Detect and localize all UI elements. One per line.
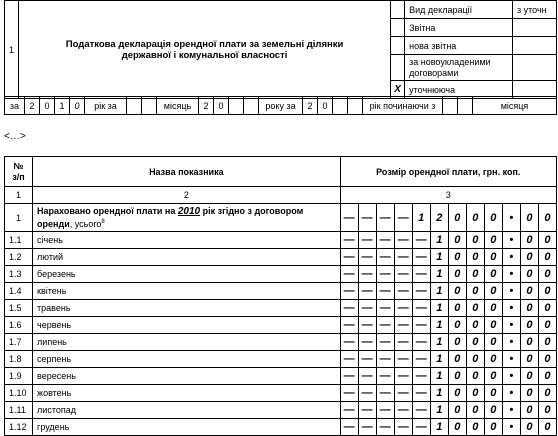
declaration-type-label: Вид декларації xyxy=(405,1,513,19)
month-digit[interactable]: 0 xyxy=(214,97,229,115)
amount-digit[interactable]: 1 xyxy=(430,266,448,283)
amount-digit[interactable]: 0 xyxy=(466,351,484,368)
amount-digit[interactable]: 0 xyxy=(484,368,502,385)
amount-digit[interactable]: — xyxy=(340,204,358,232)
year-digit[interactable]: 2 xyxy=(25,97,40,115)
amount-digit[interactable]: — xyxy=(412,419,430,436)
amount-digit[interactable]: 0 xyxy=(538,317,556,334)
table-row xyxy=(5,402,557,419)
table-row-total xyxy=(5,204,557,232)
amount-digit[interactable]: — xyxy=(340,317,358,334)
amount-digit[interactable]: 0 xyxy=(520,249,538,266)
amount-digit[interactable]: 0 xyxy=(520,300,538,317)
starting-label: рік починаючи з xyxy=(363,97,443,115)
amount-digit[interactable]: — xyxy=(340,232,358,249)
amount-digit[interactable]: 0 xyxy=(520,317,538,334)
row-no: 1.11 xyxy=(5,402,33,419)
col-header-no: № з/п xyxy=(5,157,33,187)
amount-digit[interactable]: — xyxy=(412,317,430,334)
amount-digit[interactable]: 0 xyxy=(448,283,466,300)
amount-digit[interactable]: 1 xyxy=(430,249,448,266)
amount-digit[interactable]: — xyxy=(358,300,376,317)
amount-digit[interactable]: 0 xyxy=(484,334,502,351)
amount-digit[interactable]: 0 xyxy=(448,385,466,402)
amount-digit[interactable]: — xyxy=(358,283,376,300)
clarify-column-label: з уточн xyxy=(513,1,557,19)
table-row xyxy=(5,419,557,436)
amount-digit[interactable]: 0 xyxy=(520,266,538,283)
amount-digit[interactable]: 0 xyxy=(520,419,538,436)
amount-digit[interactable]: 0 xyxy=(520,351,538,368)
amount-digit[interactable]: 0 xyxy=(466,334,484,351)
row-name-total: Нараховано орендної плати на 2010 рік згідно з договором оренди, усього$^8$ xyxy=(33,204,341,232)
row-no: 1.6 xyxy=(5,317,33,334)
amount-digit[interactable]: 0 xyxy=(538,283,556,300)
year-digit[interactable]: 1 xyxy=(55,97,70,115)
amount-digit[interactable]: 0 xyxy=(538,249,556,266)
col-header-amount: Розмір орендної плати, грн. коп. xyxy=(340,157,556,187)
declaration-header xyxy=(4,0,557,99)
row-name: грудень xyxy=(33,419,341,436)
amount-digit[interactable]: 0 xyxy=(448,300,466,317)
amount-digit[interactable]: 0 xyxy=(484,402,502,419)
col-number: 1 xyxy=(5,187,33,204)
amount-digit[interactable]: — xyxy=(358,204,376,232)
decimal-separator: • xyxy=(502,385,520,402)
check-box-reporting[interactable] xyxy=(391,19,405,37)
amount-digit[interactable]: 0 xyxy=(520,334,538,351)
row-name: лютий xyxy=(33,249,341,266)
amount-digit[interactable]: — xyxy=(376,402,394,419)
amount-digit[interactable]: 0 xyxy=(484,249,502,266)
amount-digit[interactable]: 0 xyxy=(466,317,484,334)
month-digit[interactable] xyxy=(229,97,244,115)
row-name: червень xyxy=(33,317,341,334)
amount-digit[interactable]: 0 xyxy=(448,232,466,249)
month-digit[interactable]: 2 xyxy=(199,97,214,115)
option-reporting: Звітна xyxy=(405,19,513,37)
amount-digit[interactable]: — xyxy=(376,249,394,266)
amount-digit[interactable]: — xyxy=(358,232,376,249)
amount-digit[interactable]: — xyxy=(340,300,358,317)
row-name: травень xyxy=(33,300,341,317)
amount-digit[interactable]: 0 xyxy=(448,419,466,436)
amount-digit[interactable]: 0 xyxy=(484,351,502,368)
amount-digit[interactable]: — xyxy=(394,351,412,368)
amount-digit[interactable]: — xyxy=(394,368,412,385)
decimal-separator: • xyxy=(502,402,520,419)
check-box-type[interactable] xyxy=(391,1,405,19)
amount-digit[interactable]: 1 xyxy=(430,300,448,317)
ellipsis: <…> xyxy=(4,131,26,142)
row-name: квітень xyxy=(33,283,341,300)
amount-digit[interactable]: 0 xyxy=(538,402,556,419)
amount-digit[interactable]: — xyxy=(394,334,412,351)
year2-digit[interactable] xyxy=(348,97,363,115)
amount-digit[interactable]: 0 xyxy=(448,249,466,266)
amount-digit[interactable]: — xyxy=(394,283,412,300)
amount-digit[interactable]: — xyxy=(340,419,358,436)
row-no: 1.5 xyxy=(5,300,33,317)
col-header-name: Назва показника xyxy=(33,157,341,187)
amount-digit[interactable]: 0 xyxy=(466,385,484,402)
table-row xyxy=(5,368,557,385)
declaration-title: Податкова декларація орендної плати за земельні ділянки державної і комунальної власності xyxy=(18,1,390,99)
amount-digit[interactable]: 0 xyxy=(520,385,538,402)
amount-digit[interactable]: 0 xyxy=(484,300,502,317)
row-no: 1.10 xyxy=(5,385,33,402)
amount-digit[interactable]: 0 xyxy=(484,317,502,334)
amount-digit[interactable]: 1 xyxy=(430,402,448,419)
amount-digit[interactable]: 1 xyxy=(430,368,448,385)
row-name: січень xyxy=(33,232,341,249)
month2-label: місяця xyxy=(473,97,557,115)
start-month-digit[interactable] xyxy=(458,97,473,115)
row-no: 1.9 xyxy=(5,368,33,385)
amount-digit[interactable]: 1 xyxy=(430,385,448,402)
amount-digit[interactable]: — xyxy=(412,351,430,368)
amount-digit[interactable]: — xyxy=(376,266,394,283)
amount-digit[interactable]: 0 xyxy=(484,204,502,232)
amount-digit[interactable]: 0 xyxy=(466,249,484,266)
month-digit[interactable] xyxy=(244,97,259,115)
year2-label: року за xyxy=(259,97,303,115)
period-for-label: за xyxy=(5,97,25,115)
amount-digit[interactable]: 1 xyxy=(430,317,448,334)
table-row xyxy=(5,351,557,368)
col-number: 3 xyxy=(340,187,556,204)
amount-digit[interactable]: — xyxy=(412,249,430,266)
amount-digit[interactable]: — xyxy=(340,249,358,266)
amount-digit[interactable]: — xyxy=(358,266,376,283)
amount-digit[interactable]: — xyxy=(376,300,394,317)
check-mark-clarifying[interactable]: Х xyxy=(391,81,405,99)
amount-digit[interactable]: 0 xyxy=(466,266,484,283)
amount-digit[interactable]: 0 xyxy=(448,368,466,385)
amount-digit[interactable]: — xyxy=(394,204,412,232)
option-new-contracts: за новоукладеними договорами xyxy=(405,55,513,81)
amount-digit[interactable]: 0 xyxy=(538,419,556,436)
decimal-separator: • xyxy=(502,232,520,249)
amount-digit[interactable]: 0 xyxy=(538,385,556,402)
period-row xyxy=(4,96,557,115)
decimal-separator: • xyxy=(502,204,520,232)
col-number: 2 xyxy=(33,187,341,204)
amount-digit[interactable]: — xyxy=(376,283,394,300)
amount-digit[interactable]: 0 xyxy=(538,351,556,368)
amount-digit[interactable]: — xyxy=(340,283,358,300)
row-name: жовтень xyxy=(33,385,341,402)
amount-digit[interactable]: 0 xyxy=(538,232,556,249)
decimal-separator: • xyxy=(502,300,520,317)
decimal-separator: • xyxy=(502,368,520,385)
amount-digit[interactable]: 0 xyxy=(538,300,556,317)
amount-digit[interactable]: 0 xyxy=(520,283,538,300)
amount-digit[interactable]: 0 xyxy=(538,204,556,232)
amount-digit[interactable]: — xyxy=(376,351,394,368)
decimal-separator: • xyxy=(502,317,520,334)
amount-digit[interactable]: — xyxy=(394,317,412,334)
year-digit[interactable]: 0 xyxy=(70,97,85,115)
amount-digit[interactable]: — xyxy=(376,385,394,402)
row-no: 1.3 xyxy=(5,266,33,283)
amount-digit[interactable]: 0 xyxy=(484,266,502,283)
row-no: 1.4 xyxy=(5,283,33,300)
blank-cell xyxy=(127,97,142,115)
check-box-new-reporting[interactable] xyxy=(391,37,405,55)
row-no: 1.12 xyxy=(5,419,33,436)
amount-digit[interactable]: — xyxy=(358,317,376,334)
amount-digit[interactable]: — xyxy=(358,368,376,385)
amount-digit[interactable]: 0 xyxy=(448,266,466,283)
amount-digit[interactable]: 0 xyxy=(466,300,484,317)
amount-digit[interactable]: — xyxy=(376,317,394,334)
amount-digit[interactable]: 1 xyxy=(430,232,448,249)
start-month-digit[interactable] xyxy=(443,97,458,115)
amount-digit[interactable]: — xyxy=(394,300,412,317)
amount-digit[interactable]: — xyxy=(412,385,430,402)
amount-digit[interactable]: — xyxy=(358,419,376,436)
amount-digit[interactable]: — xyxy=(394,232,412,249)
amount-digit[interactable]: 0 xyxy=(448,334,466,351)
table-row xyxy=(5,249,557,266)
clarify-cell[interactable] xyxy=(513,19,557,37)
amount-digit[interactable]: 0 xyxy=(484,419,502,436)
amount-digit[interactable]: — xyxy=(412,402,430,419)
amount-digit[interactable]: — xyxy=(394,402,412,419)
amount-digit[interactable]: 0 xyxy=(520,402,538,419)
amount-digit[interactable]: 0 xyxy=(484,232,502,249)
amount-digit[interactable]: 1 xyxy=(412,204,430,232)
amount-digit[interactable]: 0 xyxy=(466,232,484,249)
amount-digit[interactable]: 0 xyxy=(466,419,484,436)
table-row xyxy=(5,283,557,300)
decimal-separator: • xyxy=(502,266,520,283)
amount-digit[interactable]: — xyxy=(412,232,430,249)
row-name: березень xyxy=(33,266,341,283)
decimal-separator: • xyxy=(502,283,520,300)
amount-digit[interactable]: — xyxy=(376,368,394,385)
amount-digit[interactable]: — xyxy=(340,351,358,368)
row-no: 1.1 xyxy=(5,232,33,249)
amount-digit[interactable]: 0 xyxy=(466,368,484,385)
amount-digit[interactable]: 0 xyxy=(466,204,484,232)
amount-digit[interactable]: — xyxy=(340,368,358,385)
decimal-separator: • xyxy=(502,419,520,436)
amount-digit[interactable]: — xyxy=(358,249,376,266)
row-name: листопад xyxy=(33,402,341,419)
amount-digit[interactable]: — xyxy=(340,334,358,351)
amount-digit[interactable]: — xyxy=(376,204,394,232)
amount-digit[interactable]: — xyxy=(340,266,358,283)
amount-digit[interactable]: 0 xyxy=(520,204,538,232)
amount-digit[interactable]: — xyxy=(358,334,376,351)
amount-digit[interactable]: — xyxy=(358,351,376,368)
amount-digit[interactable]: — xyxy=(376,232,394,249)
amount-digit[interactable]: — xyxy=(394,385,412,402)
amount-digit[interactable]: 0 xyxy=(520,368,538,385)
amount-digit[interactable]: — xyxy=(412,283,430,300)
year2-digit[interactable]: 0 xyxy=(318,97,333,115)
amount-digit[interactable]: 0 xyxy=(484,283,502,300)
decimal-separator: • xyxy=(502,351,520,368)
amount-digit[interactable]: 1 xyxy=(430,334,448,351)
amount-digit[interactable]: — xyxy=(358,385,376,402)
amount-digit[interactable]: 0 xyxy=(520,232,538,249)
blank-cell xyxy=(142,97,157,115)
amount-digit[interactable]: 0 xyxy=(466,283,484,300)
row-no: 1.8 xyxy=(5,351,33,368)
check-box-new-contracts[interactable] xyxy=(391,55,405,81)
amount-digit[interactable]: — xyxy=(394,266,412,283)
year-value: 2010 xyxy=(177,205,201,217)
year2-digit[interactable] xyxy=(333,97,348,115)
amount-digit[interactable]: 0 xyxy=(448,317,466,334)
table-row xyxy=(5,300,557,317)
amount-digit[interactable]: — xyxy=(376,334,394,351)
row-no: 1.2 xyxy=(5,249,33,266)
rent-table xyxy=(4,156,557,436)
amount-digit[interactable]: — xyxy=(340,385,358,402)
row-number: 1 xyxy=(5,1,19,99)
amount-digit[interactable]: — xyxy=(340,402,358,419)
amount-digit[interactable]: 1 xyxy=(430,283,448,300)
row-name: вересень xyxy=(33,368,341,385)
year2-digit[interactable]: 2 xyxy=(303,97,318,115)
amount-digit[interactable]: — xyxy=(376,419,394,436)
option-clarifying: уточнююча xyxy=(405,81,513,99)
amount-digit[interactable]: 1 xyxy=(430,419,448,436)
year-digit[interactable]: 0 xyxy=(40,97,55,115)
option-new-reporting: нова звітна xyxy=(405,37,513,55)
month-label: місяць xyxy=(157,97,199,115)
amount-digit[interactable]: 0 xyxy=(538,266,556,283)
row-no: 1.7 xyxy=(5,334,33,351)
year-label: рік за xyxy=(85,97,127,115)
amount-digit[interactable]: 0 xyxy=(448,402,466,419)
row-name: липень xyxy=(33,334,341,351)
clarify-cell[interactable] xyxy=(513,37,557,55)
amount-digit[interactable]: — xyxy=(412,368,430,385)
table-row xyxy=(5,334,557,351)
amount-digit[interactable]: — xyxy=(412,334,430,351)
table-row xyxy=(5,232,557,249)
amount-digit[interactable]: 0 xyxy=(538,334,556,351)
decimal-separator: • xyxy=(502,334,520,351)
amount-digit[interactable]: — xyxy=(412,300,430,317)
row-no: 1 xyxy=(5,204,33,232)
amount-digit[interactable]: 0 xyxy=(448,204,466,232)
amount-digit[interactable]: 2 xyxy=(430,204,448,232)
amount-digit[interactable]: — xyxy=(394,419,412,436)
decimal-separator: • xyxy=(502,249,520,266)
clarify-cell[interactable] xyxy=(513,55,557,81)
amount-digit[interactable]: — xyxy=(394,249,412,266)
amount-digit[interactable]: 0 xyxy=(466,402,484,419)
amount-digit[interactable]: 0 xyxy=(484,385,502,402)
amount-digit[interactable]: — xyxy=(412,266,430,283)
table-row xyxy=(5,317,557,334)
amount-digit[interactable]: 1 xyxy=(430,351,448,368)
table-row xyxy=(5,266,557,283)
row-name: серпень xyxy=(33,351,341,368)
table-row xyxy=(5,385,557,402)
amount-digit[interactable]: — xyxy=(358,402,376,419)
amount-digit[interactable]: 0 xyxy=(538,368,556,385)
amount-digit[interactable]: 0 xyxy=(448,351,466,368)
